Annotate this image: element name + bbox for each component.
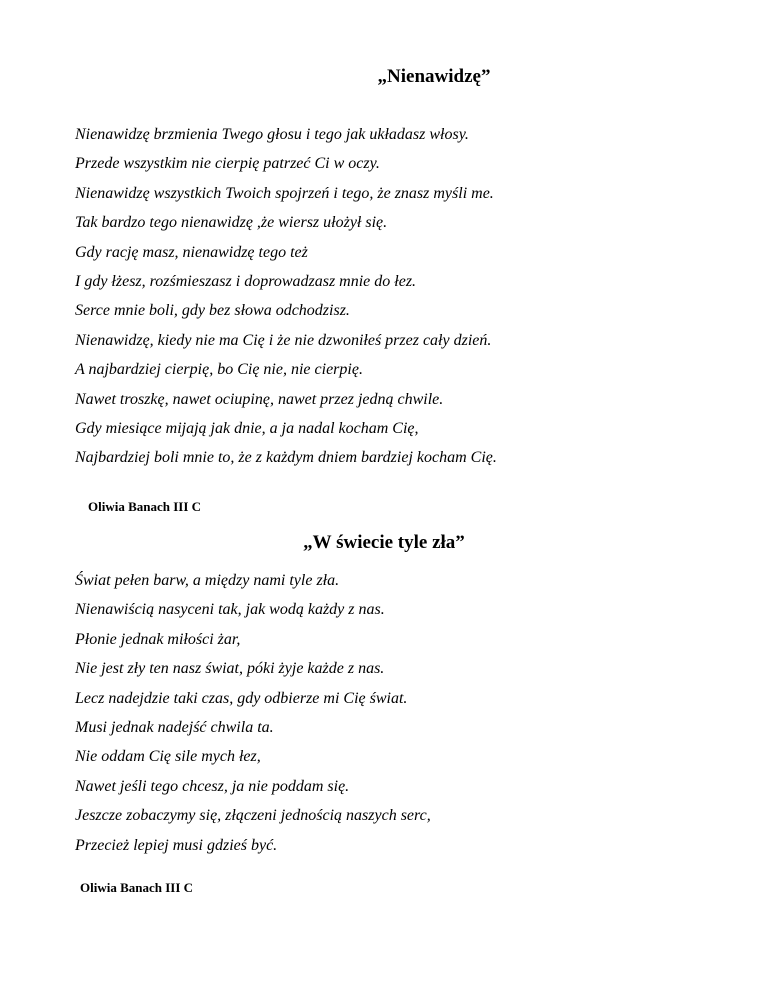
poem-line: Gdy miesiące mijają jak dnie, a ja nadal kocham Cię, — [75, 419, 419, 437]
poem-line: Gdy rację masz, nienawidzę tego też — [75, 243, 308, 261]
poem-1-title: „Nienawidzę” — [377, 66, 491, 87]
poem-line: Jeszcze zobaczymy się, złączeni jednością naszych serc, — [75, 807, 431, 825]
poem-line: Tak bardzo tego nienawidzę ,że wiersz ułożył się. — [75, 214, 388, 232]
poem-line: A najbardziej cierpię, bo Cię nie, nie cierpię. — [75, 361, 363, 379]
poem-1-author: Oliwia Banach III C — [88, 499, 202, 514]
poem-line: Przecież lepiej musi gdzieś być. — [75, 836, 278, 854]
poem-2-title: „W świecie tyle zła” — [303, 532, 465, 553]
poem-line: Świat pełen barw, a między nami tyle zła. — [75, 572, 340, 589]
poem-line: Przede wszystkim nie cierpię patrzeć Ci w oczy. — [75, 155, 380, 173]
poem-2-author: Oliwia Banach III C — [80, 880, 194, 895]
poem-line: Nawet troszkę, nawet ociupinę, nawet przez jedną chwile. — [75, 390, 444, 408]
poem-line: Nie oddam Cię sile mych łez, — [75, 748, 261, 766]
poem-line: Płonie jednak miłości żar, — [75, 630, 241, 648]
poem-line: Nienawiścią nasyceni tak, jak wodą każdy z nas. — [75, 601, 385, 619]
poem-line: Nienawidzę wszystkich Twoich spojrzeń i tego, że znasz myśli me. — [75, 184, 494, 202]
poem-2-body — [75, 571, 431, 865]
poem-line: Najbardziej boli mnie to, że z każdym dniem bardziej kocham Cię. — [75, 449, 497, 467]
poem-line: Nienawidzę brzmienia Twego głosu i tego jak układasz włosy. — [75, 126, 469, 143]
poem-1-body — [75, 125, 497, 478]
poem-line: Nienawidzę, kiedy nie ma Cię i że nie dzwoniłeś przez cały dzień. — [75, 331, 492, 349]
poem-line: Lecz nadejdzie taki czas, gdy odbierze mi Cię świat. — [75, 689, 408, 707]
poem-line: Nawet jeśli tego chcesz, ja nie poddam się. — [75, 777, 350, 795]
poem-line: Nie jest zły ten nasz świat, póki żyje każde z nas. — [75, 660, 385, 678]
poem-line: Serce mnie boli, gdy bez słowa odchodzisz. — [75, 302, 350, 320]
poem-line: Musi jednak nadejść chwila ta. — [75, 718, 274, 736]
poem-line: I gdy łżesz, rozśmieszasz i doprowadzasz mnie do łez. — [75, 272, 417, 290]
